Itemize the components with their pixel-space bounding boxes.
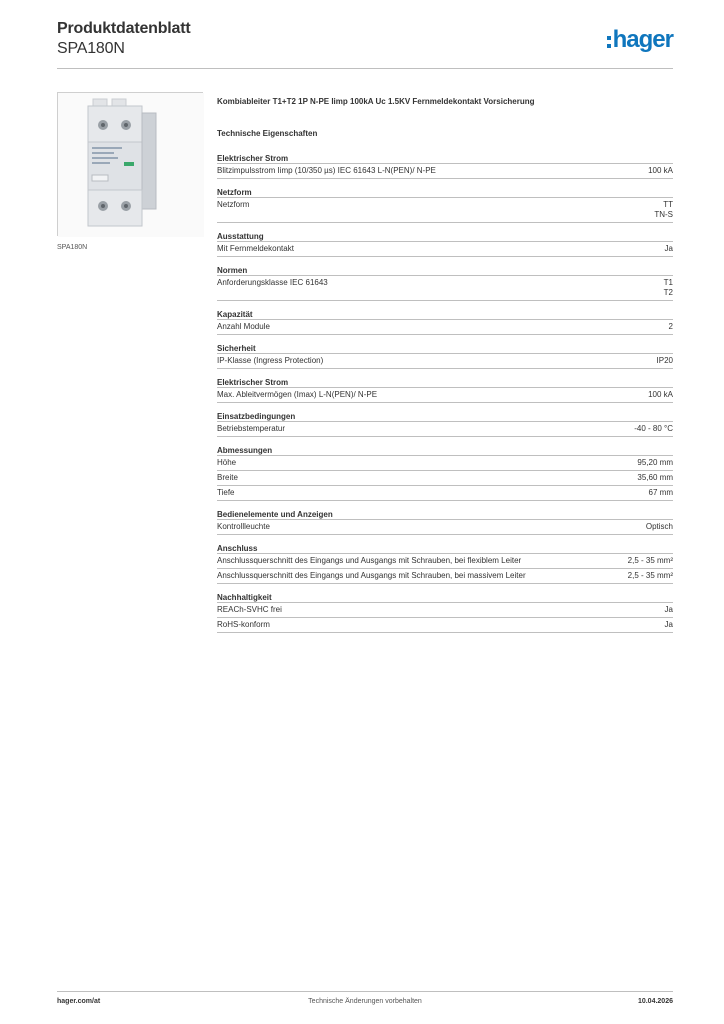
spec-row <box>217 422 673 437</box>
logo-dots-icon <box>607 36 611 48</box>
spec-label: Blitzimpulsstrom Iimp (10/350 µs) IEC 61643 L-N(PEN)/ N-PE <box>217 166 436 175</box>
spec-row <box>217 276 673 301</box>
article-number: SPA180N <box>57 40 125 57</box>
header-divider <box>57 68 673 69</box>
section-title: Elektrischer Strom <box>217 377 673 388</box>
spec-row <box>217 456 673 471</box>
spec-row <box>217 520 673 535</box>
spec-label: Anschlussquerschnitt des Eingangs und Ausgangs mit Schrauben, bei massivem Leiter <box>217 571 526 580</box>
spec-section <box>217 377 673 403</box>
footer-website[interactable]: hager.com/at <box>57 998 101 1005</box>
spec-label: Kontrollleuchte <box>217 522 270 531</box>
spec-label: IP-Klasse (Ingress Protection) <box>217 356 324 365</box>
spec-label: Höhe <box>217 458 237 467</box>
spec-label: Mit Fernmeldekontakt <box>217 244 294 253</box>
footer-notice: Technische Änderungen vorbehalten <box>308 998 422 1005</box>
section-title: Ausstattung <box>217 231 673 242</box>
spec-content <box>217 97 673 641</box>
spec-label: Netzform <box>217 200 250 209</box>
image-caption: SPA180N <box>57 244 88 251</box>
spec-value: 2,5 - 35 mm² <box>627 571 673 580</box>
spec-value: -40 - 80 °C <box>634 424 673 433</box>
spec-value: Ja <box>664 244 673 253</box>
spec-value: 100 kA <box>648 166 673 175</box>
spec-section <box>217 231 673 257</box>
spec-value: IP20 <box>656 356 673 365</box>
spec-section <box>217 592 673 633</box>
spec-row <box>217 354 673 369</box>
spec-row <box>217 320 673 335</box>
spec-value: Ja <box>664 605 673 614</box>
hager-logo <box>607 27 673 53</box>
spec-row <box>217 388 673 403</box>
spec-section <box>217 153 673 179</box>
spec-section <box>217 445 673 501</box>
spec-row <box>217 471 673 486</box>
logo-text: hager <box>612 26 673 53</box>
spec-sections <box>217 153 673 633</box>
section-title: Netzform <box>217 187 673 198</box>
spec-row <box>217 569 673 584</box>
spec-value: 95,20 mm <box>637 458 673 467</box>
spec-label: Anzahl Module <box>217 322 270 331</box>
spec-row <box>217 198 673 223</box>
footer-date: 10.04.2026 <box>637 998 673 1005</box>
surge-arrester-illustration <box>58 93 204 237</box>
spec-value: Ja <box>664 620 673 629</box>
footer-divider <box>57 991 673 992</box>
spec-row <box>217 486 673 501</box>
section-title: Elektrischer Strom <box>217 153 673 164</box>
spec-row <box>217 603 673 618</box>
section-title: Sicherheit <box>217 343 673 354</box>
spec-section <box>217 343 673 369</box>
product-image <box>57 92 203 236</box>
spec-row <box>217 554 673 569</box>
spec-value: TT TN-S <box>654 200 673 219</box>
spec-label: Tiefe <box>217 488 235 497</box>
spec-label: Anschlussquerschnitt des Eingangs und Ausgangs mit Schrauben, bei flexiblem Leiter <box>217 556 522 565</box>
spec-value: Optisch <box>645 522 673 531</box>
spec-label: RoHS-konform <box>217 620 270 629</box>
spec-label: REACh-SVHC frei <box>217 605 282 614</box>
spec-value: 35,60 mm <box>637 473 673 482</box>
spec-value: 67 mm <box>648 488 673 497</box>
spec-label: Betriebstemperatur <box>217 424 286 433</box>
spec-section <box>217 187 673 223</box>
spec-value: 2 <box>668 322 673 331</box>
spec-label: Breite <box>217 473 238 482</box>
spec-section <box>217 309 673 335</box>
spec-row <box>217 618 673 633</box>
spec-section <box>217 265 673 301</box>
page-footer <box>57 998 673 1010</box>
page-header <box>57 20 673 68</box>
section-title: Kapazität <box>217 309 673 320</box>
section-title: Normen <box>217 265 673 276</box>
spec-row <box>217 242 673 257</box>
spec-row <box>217 164 673 179</box>
spec-value: T1 T2 <box>663 278 673 297</box>
spec-label: Max. Ableitvermögen (Imax) L-N(PEN)/ N-PE <box>217 390 378 399</box>
section-title: Anschluss <box>217 543 673 554</box>
section-title: Bedienelemente und Anzeigen <box>217 509 673 520</box>
product-description: Kombiableiter T1+T2 1P N-PE Iimp 100kA Uc 1.5KV Fernmeldekontakt Vorsicherung <box>217 97 535 106</box>
section-title: Einsatzbedingungen <box>217 411 673 422</box>
section-title: Abmessungen <box>217 445 673 456</box>
document-title: Produktdatenblatt <box>57 20 191 37</box>
technical-properties-heading: Technische Eigenschaften <box>217 129 318 138</box>
spec-value: 2,5 - 35 mm² <box>627 556 673 565</box>
spec-section <box>217 411 673 437</box>
spec-value: 100 kA <box>648 390 673 399</box>
spec-section <box>217 509 673 535</box>
section-title: Nachhaltigkeit <box>217 592 673 603</box>
spec-label: Anforderungsklasse IEC 61643 <box>217 278 328 287</box>
spec-section <box>217 543 673 584</box>
